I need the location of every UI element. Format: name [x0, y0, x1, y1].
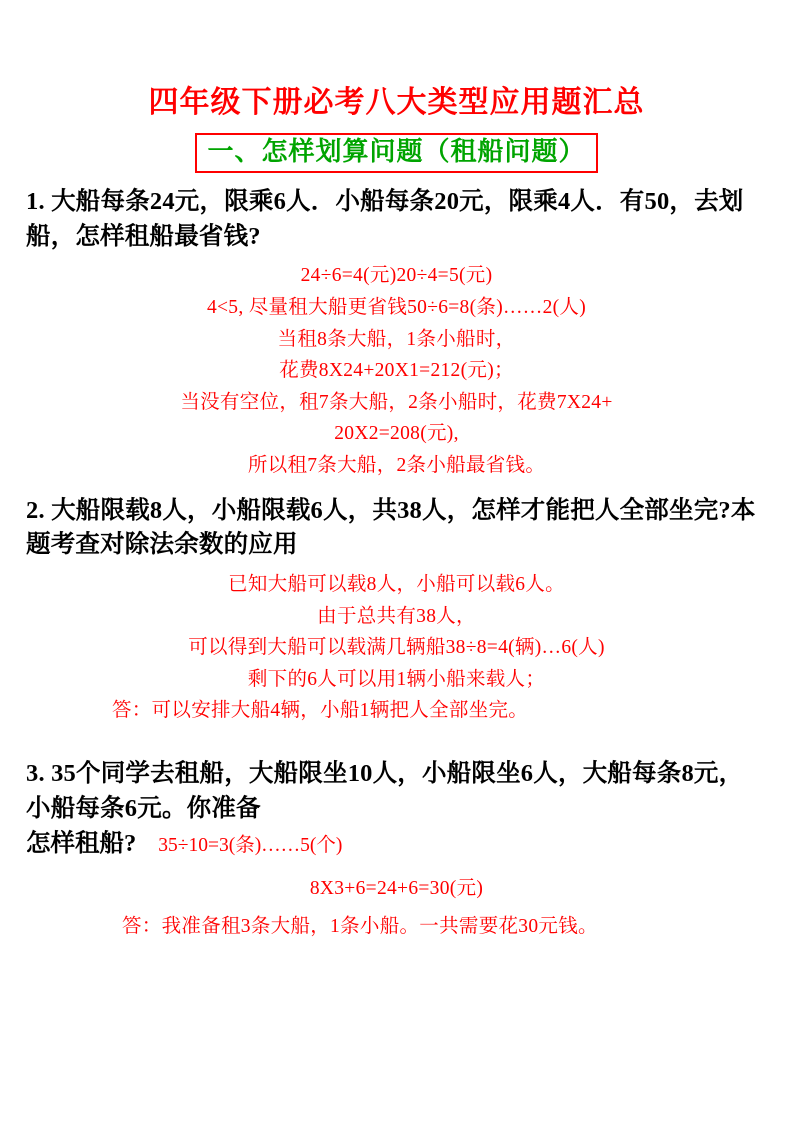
- question-3-text-part2: 怎样租船?: [26, 829, 137, 857]
- section-heading: 一、怎样划算问题（租船问题）: [195, 133, 597, 173]
- solution-line: 24÷6=4(元)20÷4=5(元): [300, 265, 493, 287]
- solution-line: 8X3+6=24+6=30(元): [309, 878, 484, 900]
- solution-line: 当租8条大船，1条小船时，: [277, 328, 516, 350]
- solution-1: [40, 260, 753, 481]
- solution-3: [40, 867, 753, 942]
- page-title: 四年级下册必考八大类型应用题汇总: [148, 86, 645, 119]
- question-1: 1. 大船每条24元，限乘6人．小船每条20元，限乘4人．有50，去划船，怎样租船最省钱?: [26, 187, 744, 250]
- question-3-continuation: [26, 827, 761, 862]
- solution-line: 已知大船可以载8人，小船可以载6人。: [228, 574, 565, 596]
- solution-line: 所以租7条大船，2条小船最省钱。: [247, 454, 546, 476]
- question-2: 2. 大船限载8人，小船限载6人，共38人，怎样才能把人全部坐完?本题考查对除法余数的应用: [26, 496, 756, 559]
- section-heading-container: [0, 133, 793, 173]
- solution-line: 当没有空位，租7条大船，2条小船时，花费7X24+: [180, 391, 613, 413]
- solution-2: [40, 569, 753, 727]
- solution-line-inline: 35÷10=3(条)……5(个): [158, 834, 343, 856]
- solution-line: 20X2=208(元),: [334, 423, 459, 445]
- solution-answer-line: 答：可以安排大船4辆，小船1辆把人全部坐完。: [112, 700, 529, 722]
- solution-line: 4<5, 尽量租大船更省钱50÷6=8(条)……2(人): [206, 297, 587, 319]
- solution-line: 剩下的6人可以用1辆小船来载人；: [247, 668, 546, 690]
- solution-line: 由于总共有38人，: [317, 605, 476, 627]
- solution-line: 花费8X24+20X1=212(元)；: [279, 360, 514, 382]
- solution-line: 可以得到大船可以载满几辆船38÷8=4(辆)…6(人): [188, 637, 605, 659]
- question-3: 3. 35个同学去租船，大船限坐10人，小船限坐6人，大船每条8元，小船每条6元。你准备: [26, 759, 744, 822]
- solution-answer-line: 答：我准备租3条大船，1条小船。一共需要花30元钱。: [122, 915, 598, 937]
